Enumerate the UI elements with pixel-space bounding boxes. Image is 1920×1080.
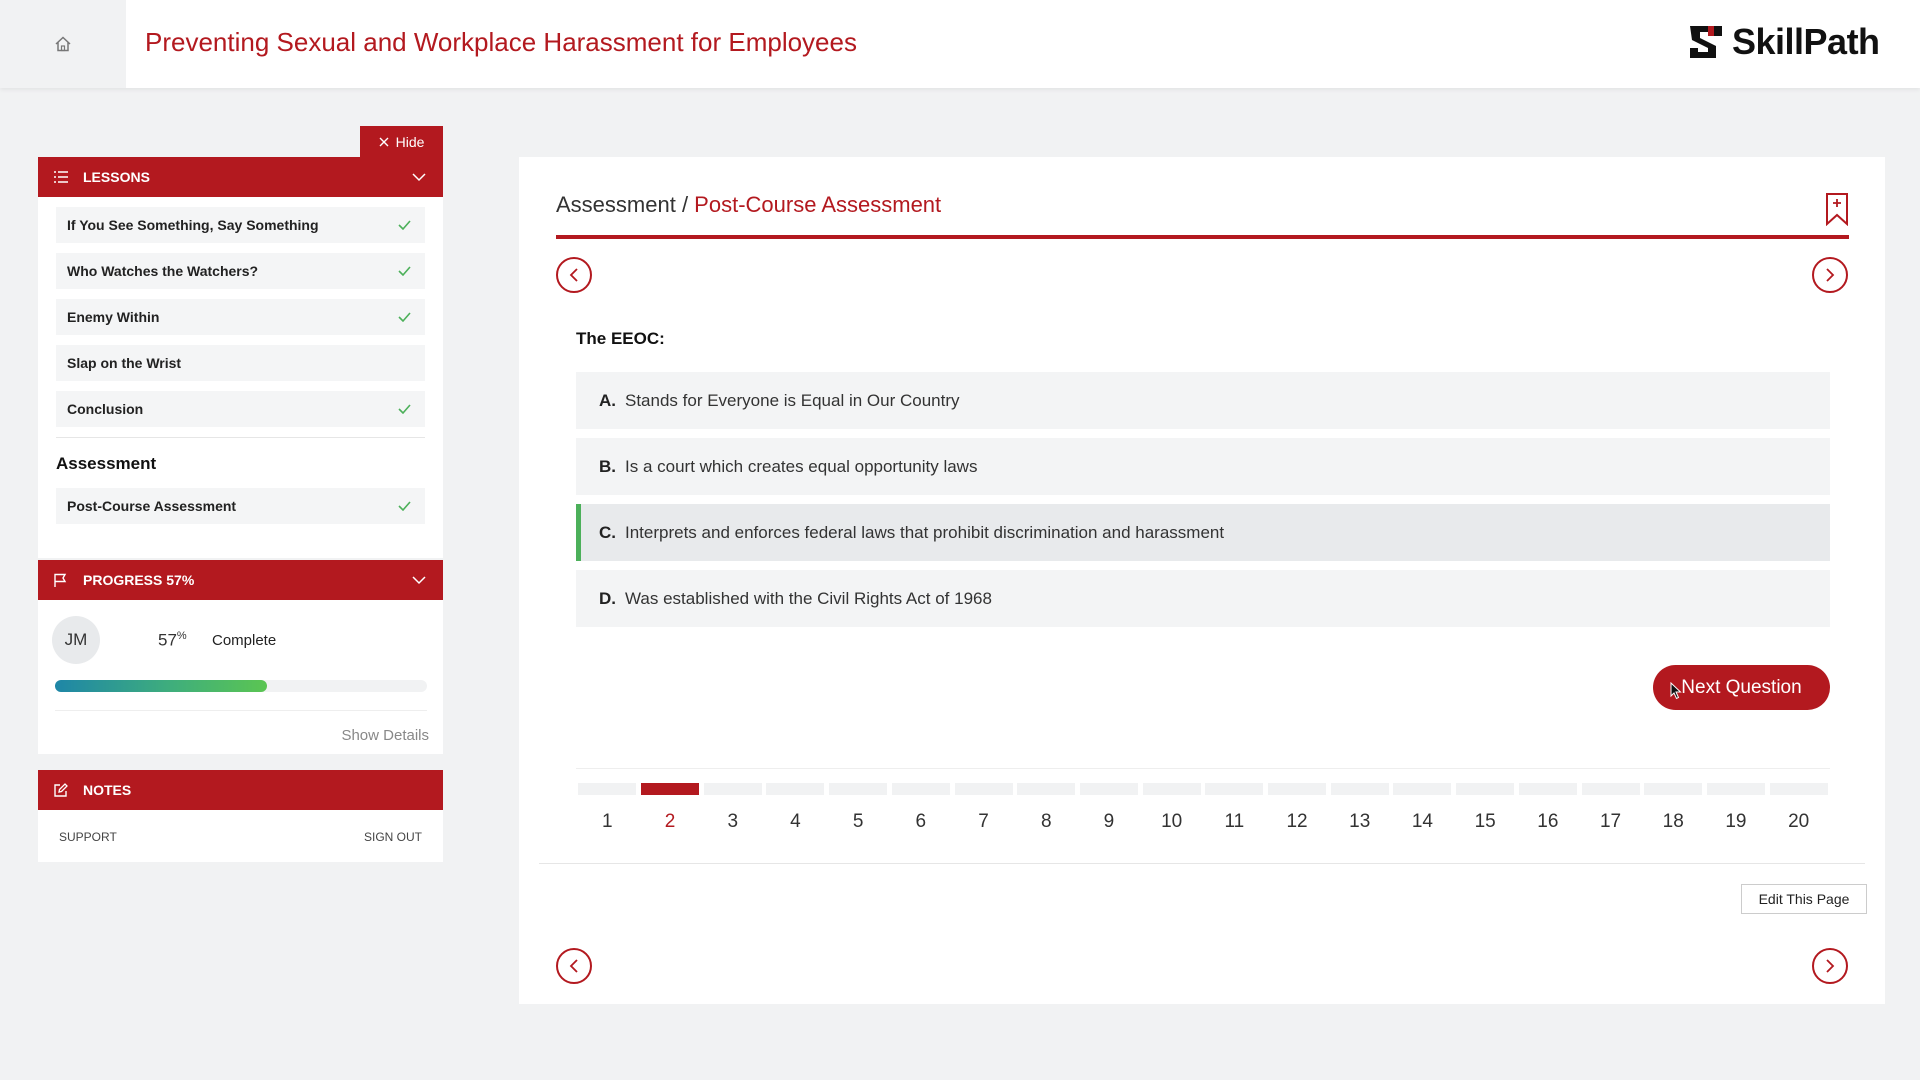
page-indicator-segment [1644, 783, 1702, 795]
breadcrumb-current: Post-Course Assessment [694, 192, 942, 217]
breadcrumb-underline [556, 235, 1849, 239]
page-9-button[interactable] [1080, 783, 1138, 843]
page-number: 16 [1537, 811, 1559, 832]
question-pagination [576, 783, 1830, 843]
page-5-button[interactable] [829, 783, 887, 843]
breadcrumb-parent[interactable]: Assessment [556, 192, 676, 217]
answer-option-a[interactable]: A. Stands for Everyone is Equal in Our Country [576, 372, 1830, 429]
progress-percent: 57% [158, 630, 187, 650]
lessons-title: LESSONS [83, 169, 150, 185]
next-question-button[interactable]: Next Question [1653, 665, 1830, 710]
lesson-item[interactable]: Slap on the Wrist [56, 345, 425, 381]
chevron-right-icon [1825, 959, 1835, 973]
page-number: 13 [1349, 811, 1371, 832]
page-19-button[interactable] [1707, 783, 1765, 843]
hide-sidebar-button[interactable] [360, 126, 443, 157]
top-header [0, 0, 1920, 88]
page-18-button[interactable] [1644, 783, 1702, 843]
divider [539, 863, 1865, 864]
sign-out-link[interactable]: SIGN OUT [363, 830, 422, 844]
bookmark-icon[interactable] [1825, 192, 1849, 226]
page-number: 10 [1161, 811, 1183, 832]
progress-title: PROGRESS 57% [83, 572, 195, 588]
checkmark-icon [398, 266, 411, 276]
answer-option-c[interactable]: C. Interprets and enforces federal laws that prohibit discrimination and harassment [576, 504, 1830, 561]
page-14-button[interactable] [1393, 783, 1451, 843]
page-number: 1 [602, 811, 613, 832]
page-indicator-segment [1707, 783, 1765, 795]
next-page-button-top[interactable] [1812, 257, 1848, 293]
progress-header[interactable] [38, 560, 443, 600]
prev-page-button-top[interactable] [556, 257, 592, 293]
page-indicator-segment [1770, 783, 1828, 795]
question-text: The EEOC: [576, 329, 665, 348]
checkmark-icon [398, 501, 411, 511]
assessment-item[interactable]: Post-Course Assessment [56, 488, 425, 524]
assessment-card [519, 157, 1885, 1004]
hide-label: Hide [395, 133, 425, 150]
notes-header[interactable] [38, 770, 443, 810]
page-12-button[interactable] [1268, 783, 1326, 843]
page-number: 19 [1725, 811, 1747, 832]
flag-icon [53, 573, 67, 588]
page-number: 2 [664, 811, 676, 832]
chevron-down-icon[interactable] [412, 576, 426, 585]
page-indicator-segment [578, 783, 636, 795]
page-number: 11 [1224, 811, 1245, 832]
lessons-header[interactable] [38, 157, 443, 197]
page-number: 17 [1599, 811, 1622, 832]
divider [576, 768, 1830, 769]
page-16-button[interactable] [1519, 783, 1577, 843]
page-6-button[interactable] [892, 783, 950, 843]
chevron-left-icon [569, 959, 579, 973]
logo-text: SkillPath [1732, 21, 1880, 62]
page-number: 18 [1662, 811, 1684, 832]
lesson-item[interactable]: If You See Something, Say Something [56, 207, 425, 243]
page-indicator-segment [1393, 783, 1451, 795]
chevron-left-icon [569, 268, 579, 282]
skillpath-logo-mark [1686, 22, 1726, 62]
chevron-down-icon[interactable] [412, 173, 426, 182]
progress-bar-fill [55, 680, 267, 692]
page-7-button[interactable] [955, 783, 1013, 843]
page-indicator-segment [641, 783, 699, 795]
page-number: 8 [1040, 811, 1052, 832]
assessment-heading: Assessment [56, 454, 157, 473]
page-17-button[interactable] [1582, 783, 1640, 843]
page-indicator-segment [955, 783, 1013, 795]
page-indicator-segment [1456, 783, 1514, 795]
home-icon [54, 35, 72, 53]
breadcrumb-separator: / [675, 192, 695, 217]
progress-bar [55, 680, 427, 692]
page-number: 9 [1103, 811, 1115, 832]
checkmark-icon [398, 220, 411, 230]
page-indicator-segment [1080, 783, 1138, 795]
page-13-button[interactable] [1331, 783, 1389, 843]
checkmark-icon [398, 404, 411, 414]
page-number: 12 [1286, 811, 1308, 832]
page-10-button[interactable] [1143, 783, 1201, 843]
page-3-button[interactable] [704, 783, 762, 843]
page-1-button[interactable] [578, 783, 636, 843]
answer-option-d[interactable]: D. Was established with the Civil Rights Act of 1968 [576, 570, 1830, 627]
page-number: 5 [852, 811, 864, 832]
page-4-button[interactable] [766, 783, 824, 843]
page-number: 15 [1474, 811, 1496, 832]
divider [55, 710, 427, 711]
footer-links [38, 810, 443, 862]
page-indicator-segment [1205, 783, 1263, 795]
page-number: 4 [790, 811, 801, 832]
answer-option-b[interactable]: B. Is a court which creates equal opportunity laws [576, 438, 1830, 495]
list-icon [53, 170, 69, 184]
page-number: 20 [1788, 811, 1810, 832]
page-2-button[interactable] [641, 783, 699, 843]
page-number: 7 [978, 811, 989, 832]
home-button[interactable] [0, 0, 126, 88]
page-indicator-segment [1268, 783, 1326, 795]
edit-page-button[interactable]: Edit This Page [1741, 884, 1867, 914]
page-indicator-segment [766, 783, 824, 795]
notes-title: NOTES [83, 782, 132, 798]
page-indicator-segment [1331, 783, 1389, 795]
close-icon [379, 137, 389, 147]
progress-panel [38, 600, 443, 754]
page-indicator-segment [892, 783, 950, 795]
skillpath-logo [1686, 20, 1880, 64]
chevron-right-icon [1825, 268, 1835, 282]
page-number: 3 [727, 811, 739, 832]
breadcrumb [556, 192, 941, 218]
avatar: JM [52, 616, 100, 664]
show-details-link[interactable]: Show Details [341, 727, 429, 744]
page-11-button[interactable] [1205, 783, 1263, 843]
page-indicator-segment [1143, 783, 1201, 795]
divider [56, 437, 425, 438]
checkmark-icon [398, 312, 411, 322]
page-number: 14 [1411, 811, 1433, 832]
lesson-item[interactable]: Enemy Within [56, 299, 425, 335]
lesson-item[interactable]: Who Watches the Watchers? [56, 253, 425, 289]
next-page-button-bottom[interactable] [1812, 948, 1848, 984]
mouse-cursor-icon [1670, 682, 1682, 700]
lesson-item[interactable]: Conclusion [56, 391, 425, 427]
page-8-button[interactable] [1017, 783, 1075, 843]
page-indicator-segment [1582, 783, 1640, 795]
support-link[interactable]: SUPPORT [59, 830, 117, 844]
page-number: 6 [915, 811, 927, 832]
complete-label: Complete [212, 632, 277, 649]
course-title: Preventing Sexual and Workplace Harassment for Employees [145, 27, 857, 57]
prev-page-button-bottom[interactable] [556, 948, 592, 984]
page-indicator-segment [1519, 783, 1577, 795]
page-indicator-segment [829, 783, 887, 795]
page-indicator-segment [704, 783, 762, 795]
lessons-list [38, 197, 443, 558]
page-indicator-segment [1017, 783, 1075, 795]
page-15-button[interactable] [1456, 783, 1514, 843]
page-20-button[interactable] [1770, 783, 1828, 843]
edit-note-icon [53, 783, 68, 798]
